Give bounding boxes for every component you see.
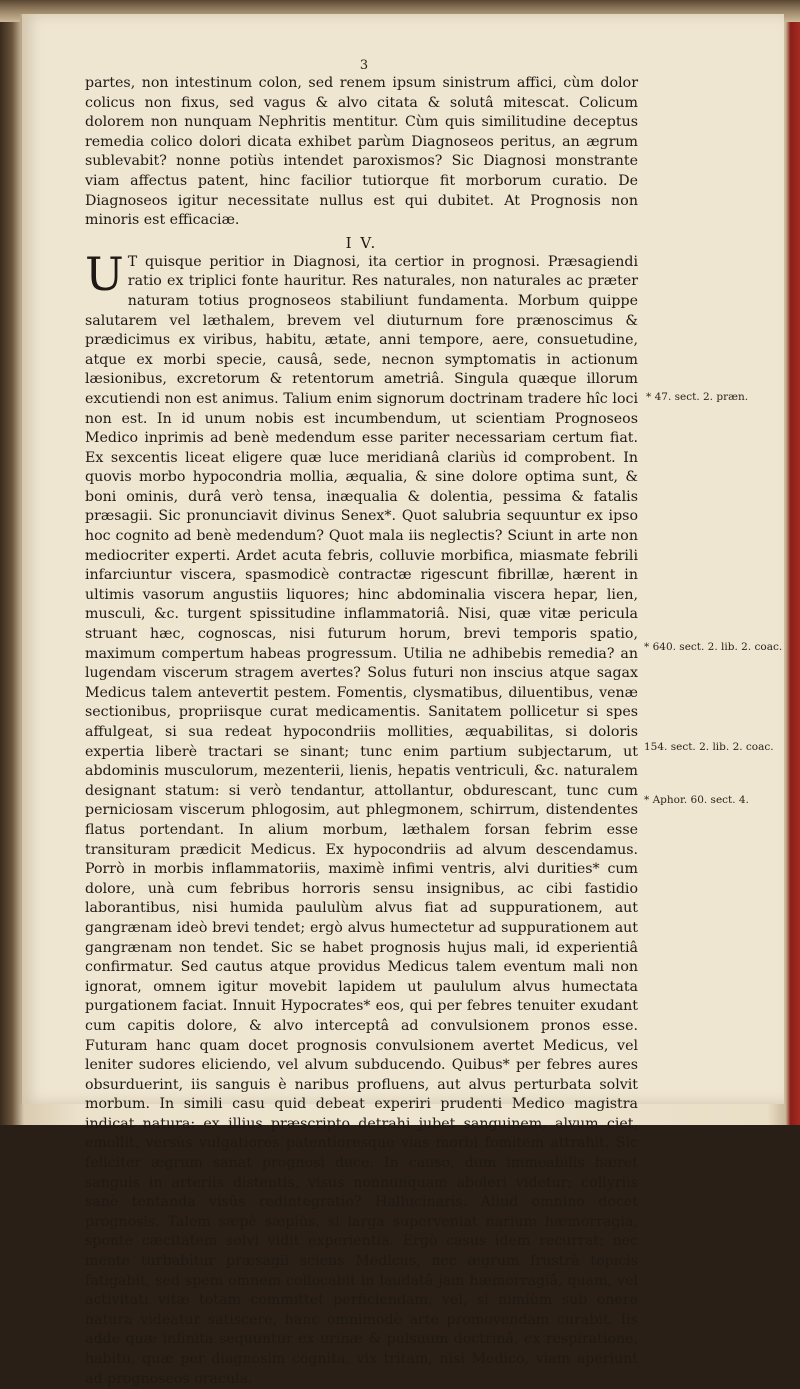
page-body <box>85 74 638 1389</box>
marginal-note: * 47. sect. 2. præn. <box>646 391 749 403</box>
section-heading: I V. <box>345 233 378 252</box>
marginal-note: * Aphor. 60. sect. 4. <box>644 794 749 806</box>
drop-cap: U <box>85 246 124 301</box>
book-page <box>20 14 784 1387</box>
paragraph-2 <box>85 246 638 1389</box>
marginal-note: 154. sect. 2. lib. 2. coac. <box>644 741 774 753</box>
marginal-note: * 640. sect. 2. lib. 2. coac. <box>644 641 783 653</box>
page-number: 3 <box>359 58 369 73</box>
paragraph-2-text: T quisque peritior in Diagnosi, ita certior in prognosi. Præsagiendi ratio ex triplici fonte hauritur. Res naturales, non naturales ac præter naturam totius prognoseos stabiliunt fundamenta. Morbum quippe salutarem vel læthalem, brevem vel diuturnum fore prænoscimus & prædicimus ex viribus, habitu, ætate, anni tempore, aere, consuetudine, atque ex morbi specie, causâ, sede, necnon symptomatis in actionum læsionibus, excretorum & retentorum ametriâ. Singula quæque illorum excutiendi non est animus. Talium enim signorum doctrinam tradere hîc loci non est. In id unum nobis est incumbendum, ut scientiam Prognoseos Medico inprimis ad benè medendum esse pariter necessariam certum fiat. Ex sexcentis liceat eligere quæ luce meridianâ clariùs id comprobent. In quovis morbo hypocondria mollia, æqualia, & sine dolore optima sunt, & boni ominis, durâ verò tensa, inæqualia & dolentia, pessima & fatalis præsagii. Sic pronunciavit divinus Senex*. Quot salubria sequuntur ex ipso hoc cognito ad benè medendum? Quot mala iis neglectis? Sciunt in arte non mediocriter experti. Ardet acuta febris, colluvie morbifica, miasmate febrili infarciuntur viscera, spasmodicè contractæ rigescunt fibrillæ, hærent in ultimis vasorum angustiis liquores; hinc abdominalia viscera hepar, lien, musculi, &c. turgent spissitudine inflammatoriâ. Nisi, quæ vitæ pericula struant hæc, cognoscas, nisi futurum horum, brevi temporis spatio, maximum compertum habeas progressum. Utilia ne adhibebis remedia? an lugendam viscerum stragem avertes? Solus futuri non inscius atque sagax Medicus talem antevertit pestem. Fomentis, clysmatibus, diluentibus, venæ sectionibus, propriisque curat medicamentis. Sanitatem pollicetur si spes affulgeat, si sua redeat hypocondriis mollities, æquabilitas, si doloris expertia liberè tractari se sinant; tunc enim partium subjectarum, ut abdominis musculorum, mezenterii, lienis, hepatis ventriculi, &c. naturalem designant statum: si verò tendantur, attollantur, obdurescant, tunc cum perniciosam viscerum phlogosim, aut phlegmonem, schirrum, distendentes flatus portendant. In alium morbum, læthalem forsan febrim esse transituram prædicit Medicus. Ex hypocondriis ad alvum descendamus. Porrò in morbis inflammatoriis, maximè infimi ventris, alvi durities* cum dolore, unà cum febribus horroris sensu insignibus, ac cibi fastidio laborantibus, nisi humida paululùm alvus fiat ad suppurationem, aut gangrænam ideò brevi tendet; ergò alvus humectetur ad suppurationem aut gangrænam non tendet. Sic se habet prognosis hujus mali, id experientiâ confirmatur. Sed cautus atque providus Medicus talem eventum mali non ignorat, omnem igitur movebit lapidem ut paululum alvus humectata purgationem faciat. Innuit Hypocrates* eos, qui per febres tenuiter exudant cum capitis dolore, & alvo interceptâ ad convulsionem pronos esse. Futuram hanc quam docet prognosis convulsionem avertet Medicus, vel leniter sudores eliciendo, vel alvum subducendo. Quibus* per febres aures obsurduerint, iis sanguis è naribus profluens, aut alvus perturbata solvit morbum. In simili casu quid debeat experiri prudenti Medico magistra indicat natura: ex illius præscripto detrahi jubet sanguinem, alvum ciet, emollit, versùs vulgatiores patentioresque vias morbi fomitem attrahit. Sic feliciter ægrum sanat prognosi duce. In causo, dum immeabilis hæret sanguis in arteriis distentis, visus nonnunquam aboleri videtur; collyriis sanè tentanda visûs redintegratio? Hallucinaris. Aliud omnino docet prognosis. Talem sæpè sæpiùs, si larga superveniat narium hæmorragia, sponte cæcitatem solvi vidit experientia. Ergò casus idem recurrat; nec mente turbabitur præsagii sciens Medicus, nec ægrum frustrà topicis fatigabit, sed spem omnem collocabit in laudatâ jam hæmorragiâ, quam, vel activitati vitæ totam committet perficiendam, vel, si nimiùm sub onere natura videatur satiscere, hanc omnimodè arte promovendam curabit. Iis adde quæ infinita sequuntur ex urinæ & pulsuum doctrinâ, ex respiratione, habitu, quæ per diagnosim cognita, vix tritam, nisi Medico, viam aperiunt ad prognoseos oracula. <box>85 253 638 1387</box>
paragraph-1: partes, non intestinum colon, sed renem ipsum sinistrum affici, cùm dolor colicus non fixus, sed vagus & alvo citata & solutâ mitescat. Colicum dolorem non nunquam Nephritis mentitur. Cùm quis similitudine deceptus remedia colico dolori dicata exhibet parùm Diagnoseos peritus, an ægrum sublevabit? nonne potiùs intendet paroxismos? Sic Diagnosi monstrante viam affectus patent, hinc facilior tutiorque fit morborum curatio. De Diagnoseos igitur necessitate nullus est qui dubitet. At Prognosis non minoris est efficaciæ. <box>85 75 638 229</box>
